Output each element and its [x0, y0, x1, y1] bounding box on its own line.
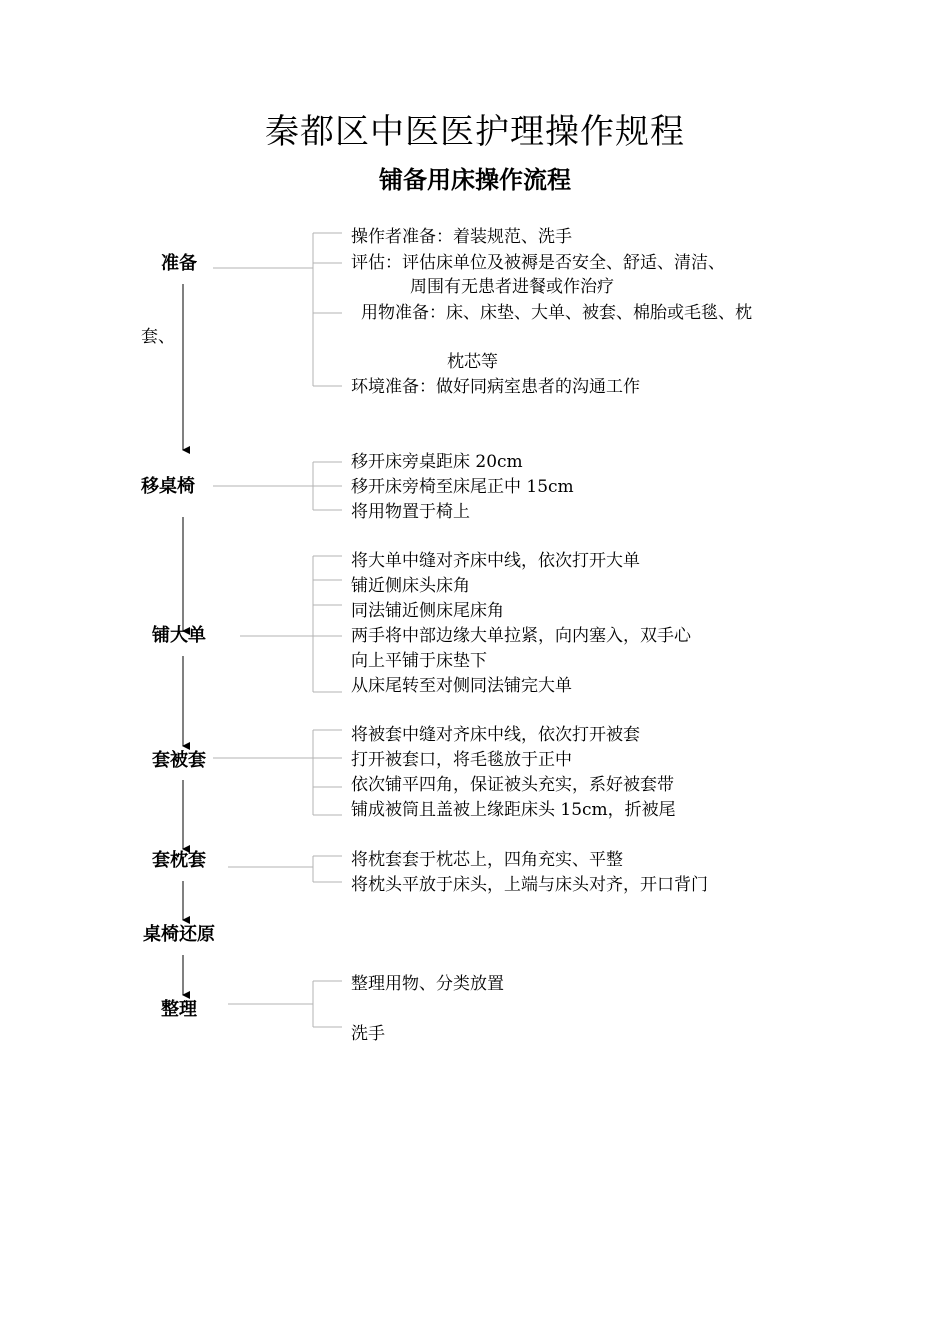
- prepare-item-6: 环境准备：做好同病室患者的沟通工作: [351, 377, 640, 397]
- document-subtitle: 铺备用床操作流程: [379, 166, 571, 194]
- document-title: 秦都区中医医护理操作规程: [265, 112, 685, 152]
- bracket-move: [213, 462, 342, 510]
- bracket-tidy: [228, 981, 342, 1027]
- prepare-overflow-fragment: 套、: [141, 327, 175, 347]
- prepare-item-4: 用物准备：床、床垫、大单、被套、棉胎或毛毯、枕: [361, 303, 752, 323]
- step-label-quilt-cover: 套被套: [152, 750, 206, 771]
- prepare-item-2: 评估：评估床单位及被褥是否安全、舒适、清洁、: [351, 253, 725, 273]
- bracket-pillow: [228, 856, 342, 882]
- move-item-1: 移开床旁桌距床 20cm: [351, 452, 523, 472]
- quilt-item-1: 将被套中缝对齐床中线，依次打开被套: [351, 725, 640, 745]
- step-label-move-furniture: 移桌椅: [141, 476, 195, 497]
- move-item-2: 移开床旁椅至床尾正中 15cm: [351, 477, 574, 497]
- tidy-item-1: 整理用物、分类放置: [351, 974, 504, 994]
- step-label-lay-sheet: 铺大单: [152, 625, 206, 646]
- prepare-item-5: 枕芯等: [447, 352, 498, 372]
- prepare-item-1: 操作者准备：着装规范、洗手: [351, 227, 572, 247]
- pillow-item-2: 将枕头平放于床头，上端与床头对齐，开口背门: [351, 875, 708, 895]
- sheet-item-4: 两手将中部边缘大单拉紧，向内塞入，双手心: [351, 626, 691, 646]
- quilt-item-4: 铺成被筒且盖被上缘距床头 15cm，折被尾: [351, 800, 676, 820]
- step-label-tidy: 整理: [161, 999, 197, 1020]
- sheet-item-1: 将大单中缝对齐床中线，依次打开大单: [351, 551, 640, 571]
- quilt-item-3: 依次铺平四角，保证被头充实，系好被套带: [351, 775, 674, 795]
- quilt-item-2: 打开被套口，将毛毯放于正中: [351, 750, 572, 770]
- sheet-item-3: 同法铺近侧床尾床角: [351, 601, 504, 621]
- sheet-item-6: 从床尾转至对侧同法铺完大单: [351, 676, 572, 696]
- sheet-item-5: 向上平铺于床垫下: [351, 651, 487, 671]
- pillow-item-1: 将枕套套于枕芯上，四角充实、平整: [351, 850, 623, 870]
- bracket-prep: [213, 233, 342, 386]
- step-label-pillow-case: 套枕套: [152, 850, 206, 871]
- step-label-restore-furniture: 桌椅还原: [143, 924, 215, 945]
- step-label-prepare: 准备: [161, 253, 197, 274]
- tidy-item-2: 洗手: [351, 1024, 385, 1044]
- sheet-item-2: 铺近侧床头床角: [351, 576, 470, 596]
- move-item-3: 将用物置于椅上: [351, 502, 470, 522]
- bracket-sheet: [240, 556, 342, 692]
- bracket-quilt: [213, 730, 342, 815]
- prepare-item-3: 周围有无患者进餐或作治疗: [410, 277, 614, 297]
